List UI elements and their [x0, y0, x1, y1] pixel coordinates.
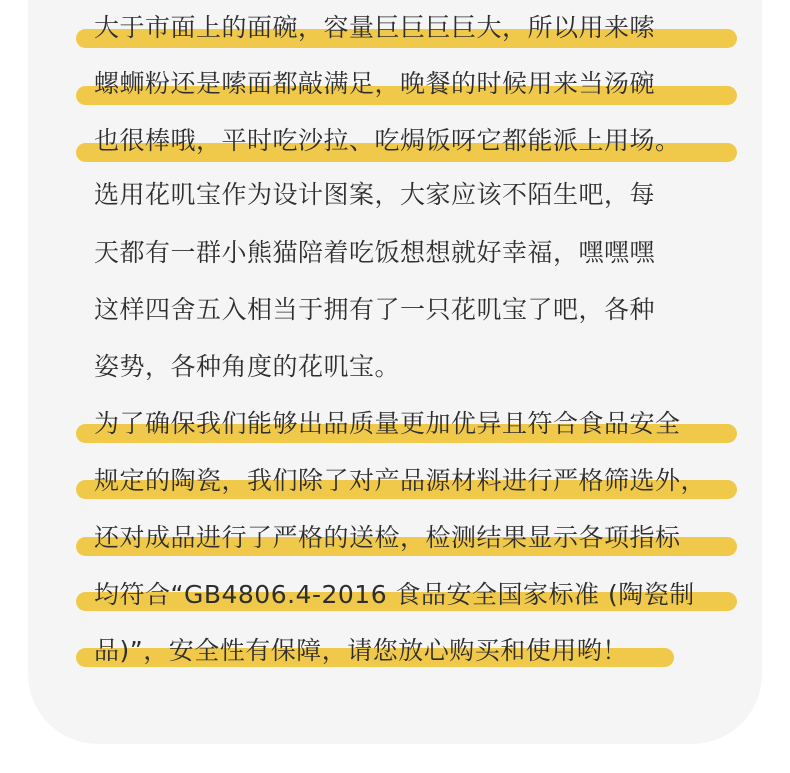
- text-line: 品)”，安全性有保障，请您放心购买和使用哟！: [94, 636, 628, 665]
- text-line: 螺蛳粉还是嗦面都敲满足，晚餐的时候用来当汤碗: [94, 69, 656, 98]
- text-line: 为了确保我们能够出品质量更加优异且符合食品安全: [94, 409, 681, 438]
- text-line: 姿势，各种角度的花叽宝。: [94, 352, 401, 381]
- text-line: 选用花叽宝作为设计图案，大家应该不陌生吧，每: [94, 180, 656, 209]
- text-line: 大于市面上的面碗，容量巨巨巨巨大，所以用来嗦: [94, 13, 656, 42]
- text-line: 也很棒哦，平时吃沙拉、吃焗饭呀它都能派上用场。: [94, 126, 681, 155]
- text-line: 这样四舍五入相当于拥有了一只花叽宝了吧，各种: [94, 295, 656, 324]
- text-line: 还对成品进行了严格的送检，检测结果显示各项指标: [94, 523, 681, 552]
- text-line: 均符合“GB4806.4-2016 食品安全国家标准 (陶瓷制: [94, 580, 695, 609]
- text-line: 天都有一群小熊猫陪着吃饭想想就好幸福，嘿嘿嘿: [94, 238, 656, 267]
- text-line: 规定的陶瓷，我们除了对产品源材料进行严格筛选外，: [94, 466, 707, 495]
